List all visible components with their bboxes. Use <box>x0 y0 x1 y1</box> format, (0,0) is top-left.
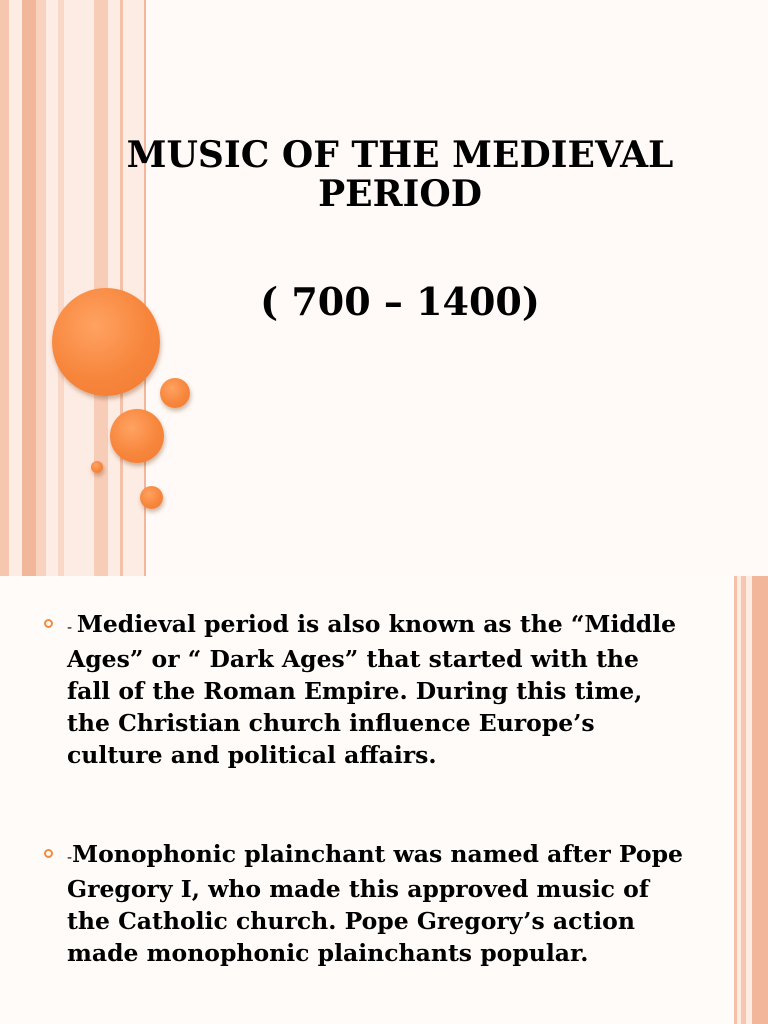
bullet-body: Monophonic plainchant was named after Pope Gregory I, who made this approved music of the Catholic church. Pope Gregory’s action made monophonic plainchants popular. <box>67 840 683 967</box>
decorative-stripe <box>752 576 768 1024</box>
decorative-stripe <box>58 0 64 576</box>
decorative-circle-medium <box>110 409 164 463</box>
decorative-circle-small <box>140 486 163 509</box>
content-slide <box>0 576 768 1024</box>
decorative-stripe <box>741 576 746 1024</box>
bullet-text <box>67 838 684 969</box>
decorative-stripe <box>734 576 737 1024</box>
decorative-circle-small <box>160 378 190 408</box>
bullet-item <box>44 608 684 771</box>
bullet-prefix: - <box>67 848 73 866</box>
bullet-text <box>67 608 684 771</box>
bullet-prefix: - <box>67 618 77 636</box>
bullet-circle-icon <box>44 619 53 628</box>
decorative-circle-tiny <box>91 461 103 473</box>
slide-title: MUSIC OF THE MEDIEVAL PERIOD <box>126 134 674 215</box>
bullet-item <box>44 838 684 969</box>
decorative-stripe <box>0 0 9 576</box>
slide-subtitle: ( 700 – 1400) <box>260 279 540 324</box>
bullet-body: Medieval period is also known as the “Middle Ages” or “ Dark Ages” that started with the fall of the Roman Empire. During this time, the Christian church influence Europe’s culture and political affairs. <box>67 610 677 769</box>
decorative-stripe <box>22 0 36 576</box>
decorative-stripe <box>36 0 46 576</box>
bullet-circle-icon <box>44 849 53 858</box>
